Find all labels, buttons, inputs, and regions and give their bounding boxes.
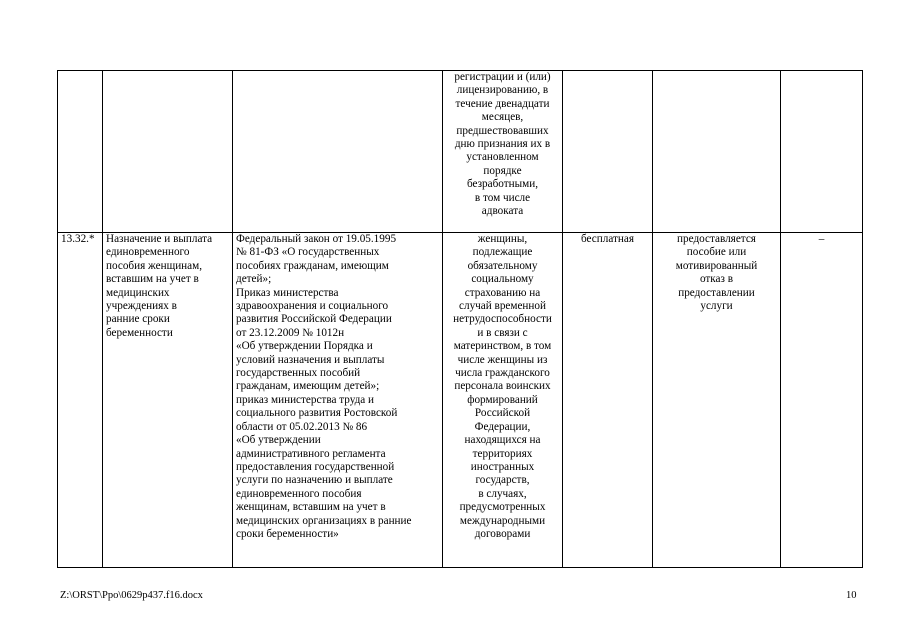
- page-number: 10: [846, 590, 857, 601]
- text-line: пособие или: [686, 246, 747, 259]
- text-line: пособия женщинам,: [106, 259, 203, 272]
- text-line: дню признания их в: [454, 138, 551, 151]
- text-line: единовременного пособия: [236, 487, 362, 500]
- footer-file-path: Z:\ORST\Ppo\0629p437.f16.docx: [60, 590, 203, 601]
- text-line: области от 05.02.2013 № 86: [236, 420, 368, 433]
- cell-payment: [563, 71, 653, 233]
- text-line: Приказ министерства: [236, 286, 339, 299]
- text-line: Федеральный закон от 19.05.1995: [236, 233, 397, 245]
- text-line: «Об утверждении Порядка и: [236, 340, 373, 353]
- cell-recipients: [443, 71, 563, 233]
- text-line: отказ в: [699, 273, 734, 286]
- text-line: находящихся на: [464, 434, 541, 447]
- cell-legal-basis: [233, 71, 443, 233]
- recipients: [443, 233, 563, 568]
- result: [653, 233, 781, 568]
- text-line: социального развития Ростовской: [236, 407, 398, 420]
- text-line: числе женщины из: [457, 353, 548, 366]
- text-line: женщины,: [477, 233, 528, 245]
- text-line: беременности: [106, 326, 173, 339]
- text-line: безработными,: [466, 178, 539, 191]
- text-line: услуги: [700, 300, 733, 313]
- table-row-continued: [58, 71, 863, 233]
- text-line: в том числе: [474, 191, 531, 204]
- note: –: [781, 233, 863, 568]
- text-line: и в связи с: [477, 326, 528, 339]
- text-line: течение двенадцати: [455, 97, 550, 110]
- text-line: страхованию на: [464, 286, 541, 299]
- text-line: иностранных: [470, 460, 535, 473]
- text-line: условий назначения и выплаты: [236, 353, 385, 366]
- text-line: регистрации и (или): [454, 71, 551, 83]
- text-line: предусмотренных: [459, 501, 546, 514]
- cell-number: [58, 71, 103, 233]
- text-line: государств,: [475, 474, 530, 487]
- text-line: женщинам, вставшим на учет в: [236, 501, 386, 514]
- text-line: договорами: [474, 527, 531, 540]
- text-line: персонала воинских: [454, 380, 551, 393]
- text-line: числа гражданского: [455, 367, 550, 380]
- text-line: нетрудоспособности: [453, 313, 552, 326]
- text-line: № 81-ФЗ «О государственных: [236, 246, 380, 259]
- text-line: предоставления государственной: [236, 460, 395, 473]
- text-line: в случаях,: [478, 487, 527, 500]
- text-line: предоставлении: [678, 286, 755, 299]
- text-line: ранние сроки: [106, 313, 170, 326]
- text-line: адвоката: [481, 205, 524, 218]
- text-line: услуги по назначению и выплате: [236, 474, 393, 487]
- text-line: формирований: [467, 393, 538, 406]
- text-line: единовременного: [106, 246, 190, 259]
- text-line: детей»;: [236, 273, 272, 286]
- text-line: здравоохранения и социального: [236, 300, 389, 313]
- row-number: 13.32.*: [58, 233, 103, 568]
- text-line: от 23.12.2009 № 1012н: [236, 326, 345, 339]
- text-line: месяцев,: [481, 111, 524, 124]
- text-line: вставшим на учет в: [106, 273, 199, 286]
- payment-type: бесплатная: [563, 233, 653, 568]
- cell-result: [653, 71, 781, 233]
- text-line: социальному: [471, 273, 534, 286]
- service-name: [103, 233, 233, 568]
- text-line: сроки беременности»: [236, 527, 339, 540]
- text-line: приказ министерства труда и: [236, 393, 375, 406]
- text-line: медицинских организациях в ранние: [236, 514, 412, 527]
- text-line: Назначение и выплата: [106, 233, 213, 245]
- text-line: случай временной: [459, 300, 546, 313]
- text-line: лицензированию, в: [456, 84, 549, 97]
- text-line: территориях: [472, 447, 533, 460]
- text-line: подлежащие: [472, 246, 533, 259]
- text-line: развития Российской Федерации: [236, 313, 392, 326]
- services-table: [57, 70, 863, 568]
- text-line: обязательному: [467, 259, 538, 272]
- text-line: Российской: [474, 407, 531, 420]
- cell-service: [103, 71, 233, 233]
- text-line: медицинских: [106, 286, 170, 299]
- legal-basis: [233, 233, 443, 568]
- text-line: установленном: [466, 151, 539, 164]
- text-line: учреждениях в: [106, 300, 177, 313]
- text-line: порядке: [483, 164, 522, 177]
- text-line: гражданам, имеющим детей»;: [236, 380, 380, 393]
- text-line: пособиях гражданам, имеющим: [236, 259, 389, 272]
- text-line: «Об утверждении: [236, 434, 321, 447]
- text-line: государственных пособий: [236, 367, 361, 380]
- text-line: мотивированный: [675, 259, 758, 272]
- cell-note: [781, 71, 863, 233]
- text-line: предшествовавших: [456, 124, 549, 137]
- text-line: международными: [459, 514, 546, 527]
- text-line: материнством, в том: [453, 340, 552, 353]
- text-line: административного регламента: [236, 447, 386, 460]
- table-row-13-32: [58, 233, 863, 568]
- text-line: Федерации,: [474, 420, 531, 433]
- text-line: предоставляется: [677, 233, 756, 245]
